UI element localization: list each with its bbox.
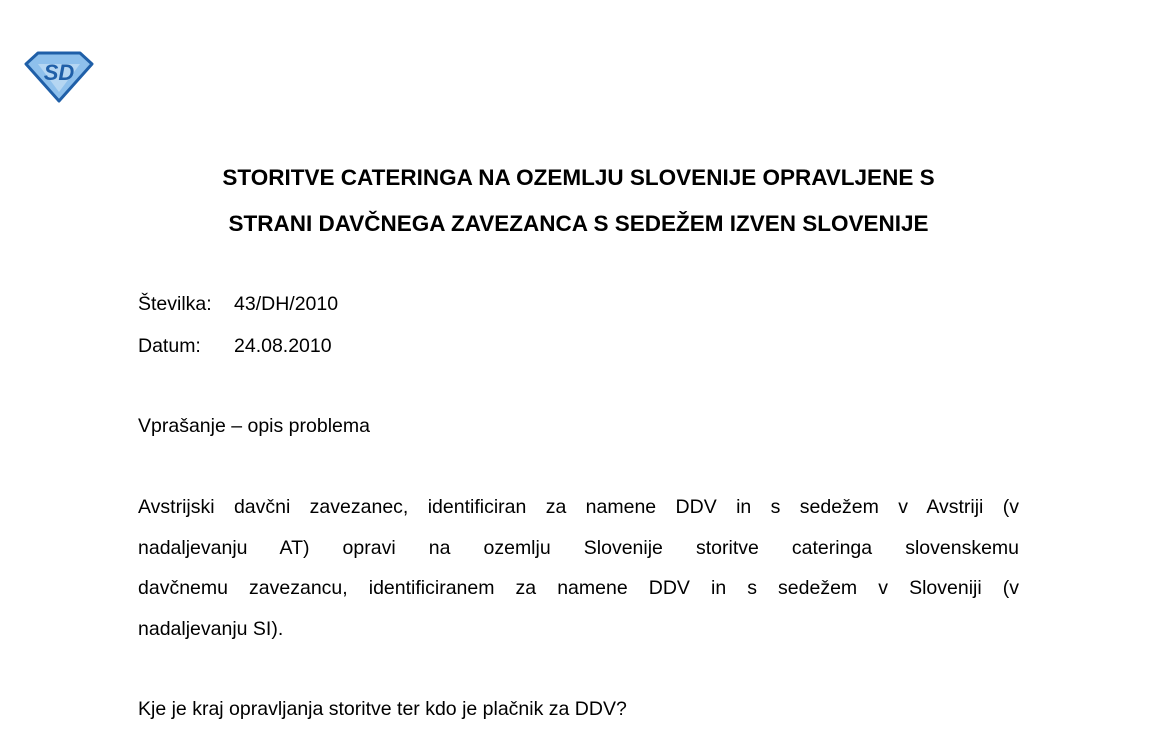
question-text: Kje je kraj opravljanja storitve ter kdo je plačnik za DDV? bbox=[138, 698, 627, 720]
body-line: davčnemu zavezancu, identificiranem za namene DDV in s sedežem v Sloveniji (v bbox=[138, 577, 1019, 599]
document-date bbox=[138, 334, 332, 358]
number-label: Številka: bbox=[138, 293, 212, 315]
body-line: nadaljevanju SI). bbox=[138, 617, 284, 640]
title-line-1: STORITVE CATERINGA NA OZEMLJU SLOVENIJE OPRAVLJENE S bbox=[222, 165, 935, 190]
body-line: nadaljevanju AT) opravi na ozemlju Slovenije storitve cateringa slovenskemu bbox=[138, 536, 1019, 559]
section-heading: Vprašanje – opis problema bbox=[138, 415, 370, 437]
document-number bbox=[138, 292, 338, 316]
problem-description bbox=[138, 487, 1019, 649]
svg-text:SD: SD bbox=[43, 60, 75, 85]
body-line: Avstrijski davčni zavezanec, identificiran za namene DDV in s sedežem v Avstriji (v bbox=[138, 496, 1019, 518]
number-value: 43/DH/2010 bbox=[234, 293, 339, 315]
sd-logo bbox=[22, 50, 96, 104]
shield-logo-icon bbox=[22, 50, 96, 104]
date-label: Datum: bbox=[138, 335, 201, 357]
document-title bbox=[0, 155, 1157, 247]
title-line-2: STRANI DAVČNEGA ZAVEZANCA S SEDEŽEM IZVEN SLOVENIJE bbox=[228, 211, 929, 236]
date-value: 24.08.2010 bbox=[234, 335, 332, 357]
